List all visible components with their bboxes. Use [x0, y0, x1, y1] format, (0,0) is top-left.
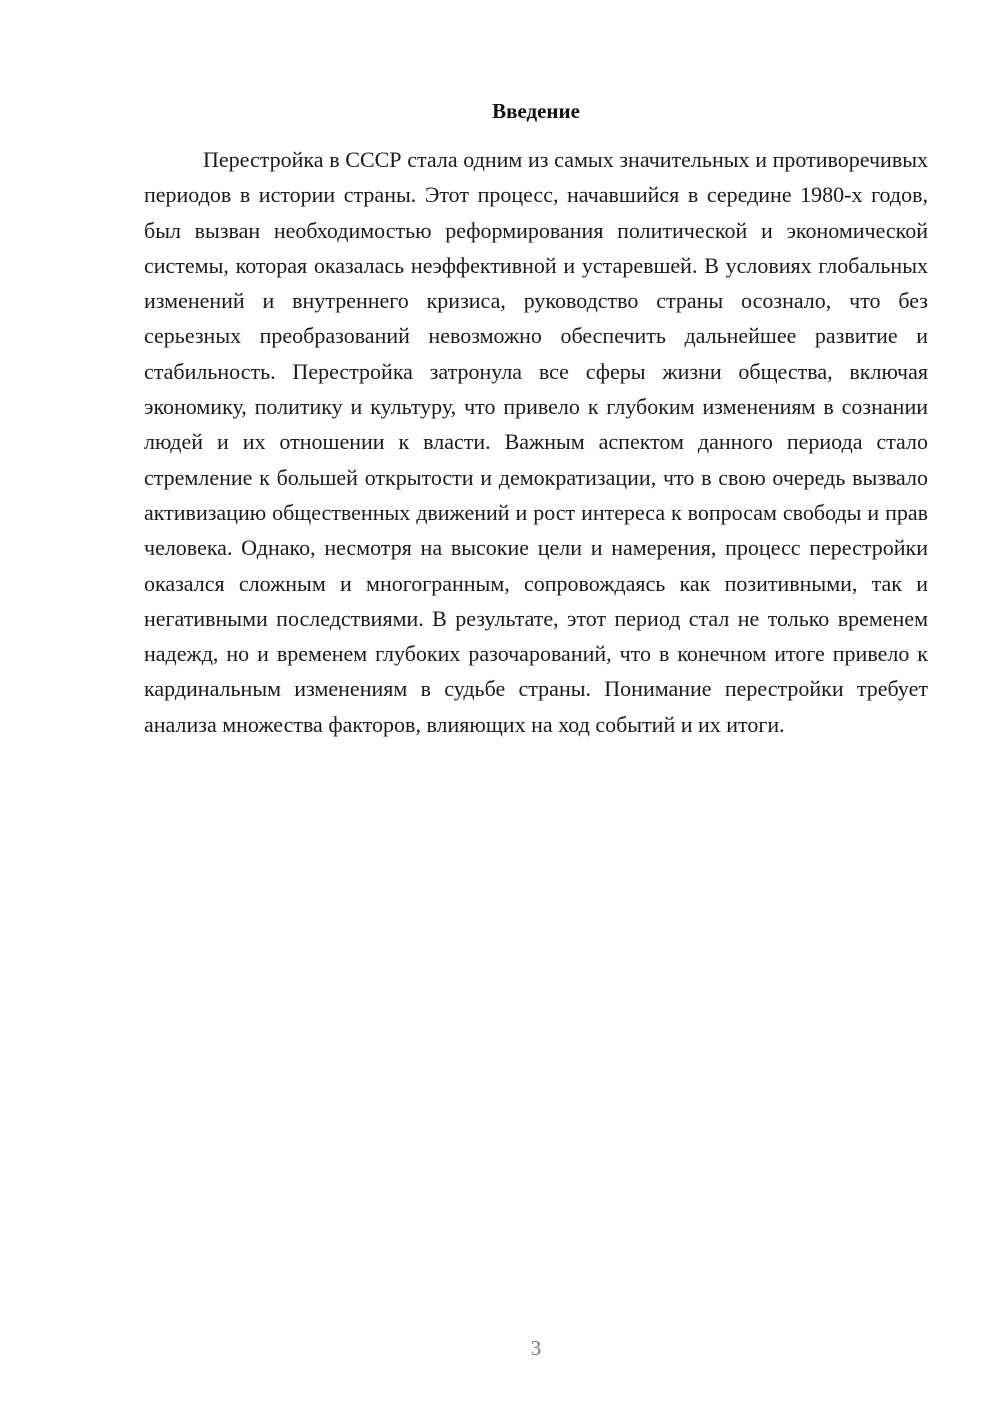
body-paragraph: Перестройка в СССР стала одним из самых значительных и противоречивых периодов в истории страны. Этот процесс, начавшийся в середине 1980-х годов, был вызван необходимостью реформирования политической и экономической системы, которая оказалась неэффективной и устаревшей. В условиях глобальных изменений и внутреннего кризиса, руководство страны осознало, что без серьезных преобразований невозможно обеспечить дальнейшее развитие и стабильность. Перестройка затронула все сферы жизни общества, включая экономику, политику и культуру, что привело к глубоким изменениям в сознании людей и их отношении к власти. Важным аспектом данного периода стало стремление к большей открытости и демократизации, что в свою очередь вызвало активизацию общественных движений и рост интереса к вопросам свободы и прав человека. Однако, несмотря на высокие цели и намерения, процесс перестройки оказался сложным и многогранным, сопровождаясь как позитивными, так и негативными последствиями. В результате, этот период стал не только временем надежд, но и временем глубоких разочарований, что в конечном итоге привело к кардинальным изменениям в судьбе страны. Понимание перестройки требует анализа множества факторов, влияющих на ход событий и их итоги. [144, 147, 928, 737]
page-number: 3 [530, 1336, 542, 1360]
section-heading: Введение [492, 99, 580, 123]
